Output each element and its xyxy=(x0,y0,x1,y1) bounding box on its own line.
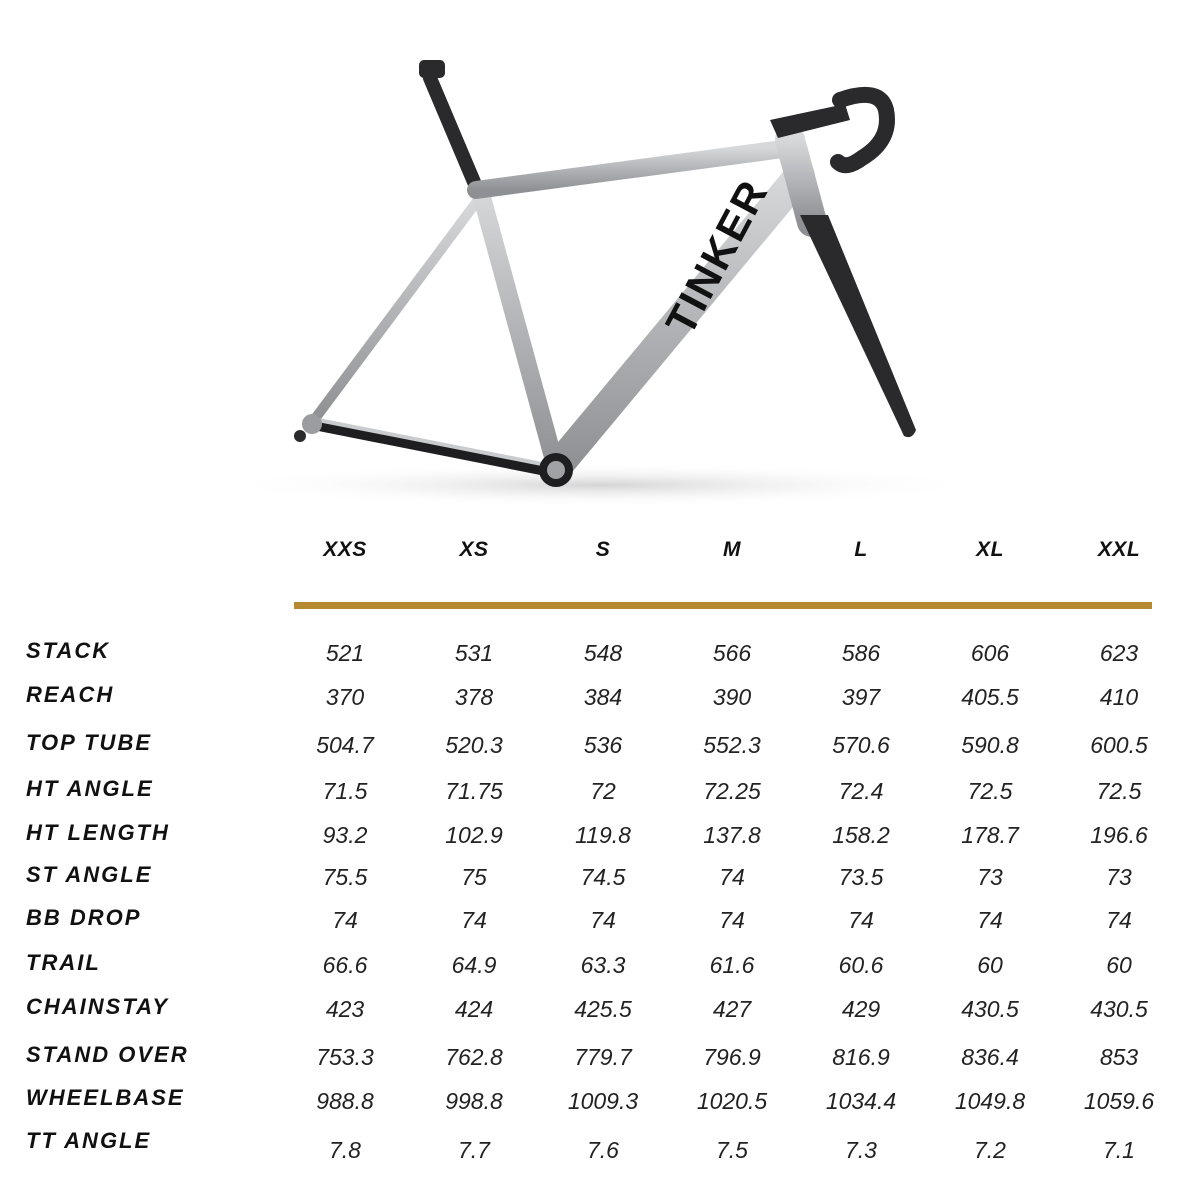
stem xyxy=(770,104,850,138)
table-cell: 520.3 xyxy=(445,732,503,758)
table-cell: 536 xyxy=(583,732,623,758)
table-cell: 74.5 xyxy=(580,864,626,890)
table-cell: 102.9 xyxy=(445,822,503,848)
table-cell: 548 xyxy=(583,640,623,666)
seatstay xyxy=(314,200,478,420)
table-cell: 429 xyxy=(841,996,881,1022)
rear-dropout xyxy=(302,414,322,434)
table-cell: 762.8 xyxy=(445,1044,503,1070)
table-cell: 1034.4 xyxy=(825,1088,897,1114)
row-label-wheelbase: WHEELBASE xyxy=(26,1085,185,1110)
table-cell: 71.5 xyxy=(322,778,368,804)
table-cell: 1020.5 xyxy=(696,1088,768,1114)
row-label-ht-angle: HT ANGLE xyxy=(26,776,154,801)
table-cell: 7.7 xyxy=(458,1137,490,1163)
table-cell: 75.5 xyxy=(322,864,368,890)
table-cell: 74 xyxy=(719,864,745,890)
table-cell: 753.3 xyxy=(316,1044,374,1070)
table-cell: 998.8 xyxy=(445,1088,503,1114)
header-divider xyxy=(294,602,1152,609)
table-cell: 816.9 xyxy=(832,1044,890,1070)
fork xyxy=(800,215,916,437)
table-cell: 430.5 xyxy=(1090,996,1148,1022)
table-cell: 61.6 xyxy=(709,952,755,978)
table-cell: 74 xyxy=(461,907,487,933)
table-cell: 405.5 xyxy=(961,684,1019,710)
table-cell: 60.6 xyxy=(838,952,884,978)
table-cell: 384 xyxy=(583,684,623,710)
table-cell: 1059.6 xyxy=(1083,1088,1155,1114)
table-cell: 779.7 xyxy=(574,1044,632,1070)
table-cell: 72 xyxy=(590,778,616,804)
size-header-m: M xyxy=(723,538,741,561)
row-label-ht-length: HT LENGTH xyxy=(26,820,170,845)
size-header-xs: XS xyxy=(459,538,489,561)
table-cell: 74 xyxy=(848,907,874,933)
table-cell: 72.5 xyxy=(967,778,1013,804)
table-cell: 72.5 xyxy=(1096,778,1142,804)
size-header-xl: XL xyxy=(976,538,1004,561)
size-header-xxl: XXL xyxy=(1097,538,1141,561)
table-cell: 586 xyxy=(841,640,881,666)
table-cell: 7.5 xyxy=(716,1137,748,1163)
table-cell: 196.6 xyxy=(1090,822,1148,848)
table-cell: 600.5 xyxy=(1090,732,1148,758)
row-label-stand-over: STAND OVER xyxy=(26,1042,189,1067)
table-cell: 74 xyxy=(977,907,1003,933)
table-cell: 178.7 xyxy=(961,822,1019,848)
table-cell: 1009.3 xyxy=(567,1088,639,1114)
table-cell: 531 xyxy=(454,640,494,666)
row-label-st-angle: ST ANGLE xyxy=(26,862,153,887)
row-label-stack: STACK xyxy=(26,638,111,663)
table-cell: 71.75 xyxy=(445,778,503,804)
table-cell: 7.8 xyxy=(329,1137,361,1163)
table-cell: 504.7 xyxy=(316,732,374,758)
table-cell: 423 xyxy=(325,996,365,1022)
seat-tube xyxy=(480,190,556,468)
table-cell: 64.9 xyxy=(451,952,497,978)
saddle-clamp xyxy=(419,60,445,78)
table-cell: 7.1 xyxy=(1103,1137,1135,1163)
table-cell: 60 xyxy=(1106,952,1132,978)
row-label-tt-angle: TT ANGLE xyxy=(26,1128,152,1153)
size-header-xxs: XXS xyxy=(323,538,367,561)
table-cell: 119.8 xyxy=(575,822,631,848)
size-header-l: L xyxy=(854,538,868,561)
table-cell: 63.3 xyxy=(580,952,626,978)
table-cell: 7.2 xyxy=(974,1137,1006,1163)
table-cell: 836.4 xyxy=(961,1044,1019,1070)
table-cell: 158.2 xyxy=(832,822,890,848)
chainstay xyxy=(314,424,556,472)
table-cell: 430.5 xyxy=(961,996,1019,1022)
table-cell: 72.4 xyxy=(838,778,884,804)
handlebar xyxy=(838,95,887,165)
table-cell: 427 xyxy=(712,996,752,1022)
size-header-s: S xyxy=(595,538,611,561)
table-cell: 74 xyxy=(590,907,616,933)
table-cell: 7.3 xyxy=(845,1137,877,1163)
table-cell: 73 xyxy=(977,864,1003,890)
table-cell: 424 xyxy=(454,996,494,1022)
seatpost xyxy=(430,78,474,182)
table-cell: 853 xyxy=(1099,1044,1139,1070)
table-cell: 390 xyxy=(712,684,752,710)
table-cell: 370 xyxy=(325,684,365,710)
table-cell: 72.25 xyxy=(703,778,761,804)
table-cell: 988.8 xyxy=(316,1088,374,1114)
head-tube xyxy=(790,140,812,222)
table-cell: 137.8 xyxy=(703,822,761,848)
table-cell: 74 xyxy=(332,907,358,933)
frame-illustration xyxy=(0,0,1200,510)
table-cell: 552.3 xyxy=(703,732,761,758)
table-cell: 378 xyxy=(454,684,494,710)
table-cell: 606 xyxy=(970,640,1010,666)
table-cell: 73 xyxy=(1106,864,1132,890)
table-cell: 425.5 xyxy=(574,996,632,1022)
table-cell: 796.9 xyxy=(703,1044,761,1070)
table-cell: 93.2 xyxy=(322,822,368,848)
table-cell: 74 xyxy=(719,907,745,933)
table-cell: 1049.8 xyxy=(954,1088,1026,1114)
table-cell: 590.8 xyxy=(961,732,1019,758)
table-cell: 397 xyxy=(841,684,881,710)
row-label-bb-drop: BB DROP xyxy=(26,905,142,930)
table-cell: 521 xyxy=(325,640,365,666)
table-cell: 66.6 xyxy=(322,952,368,978)
table-cell: 410 xyxy=(1099,684,1139,710)
ground-shadow xyxy=(220,463,980,507)
table-cell: 74 xyxy=(1106,907,1132,933)
downtube-decal: TINKER xyxy=(656,171,777,343)
row-label-top-tube: TOP TUBE xyxy=(26,730,153,755)
table-cell: 60 xyxy=(977,952,1003,978)
row-label-trail: TRAIL xyxy=(26,950,101,975)
table-cell: 623 xyxy=(1099,640,1139,666)
table-cell: 7.6 xyxy=(587,1137,619,1163)
table-cell: 75 xyxy=(461,864,487,890)
row-label-reach: REACH xyxy=(26,682,115,707)
table-cell: 73.5 xyxy=(838,864,884,890)
row-label-chainstay: CHAINSTAY xyxy=(26,994,170,1019)
table-cell: 570.6 xyxy=(832,732,890,758)
table-cell: 566 xyxy=(712,640,752,666)
